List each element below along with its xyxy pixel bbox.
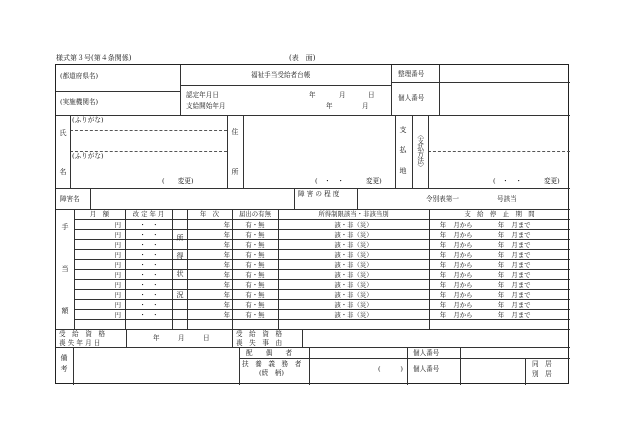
income-year: 年 — [223, 230, 230, 239]
form-title: 福祉手当受給者台帳 — [251, 71, 311, 79]
line — [407, 347, 408, 385]
line — [74, 219, 570, 220]
income-year: 年 — [223, 290, 230, 299]
susp-from-year: 年 — [439, 290, 447, 299]
line — [56, 91, 180, 92]
payment-chi: 地 — [399, 167, 407, 175]
payment-shi: 支 — [399, 126, 407, 134]
susp-from-month: 月から — [453, 240, 473, 249]
kana-label-1: (ふりがな) — [72, 116, 104, 124]
loss-month: 月 — [178, 334, 185, 342]
line — [180, 85, 391, 86]
payment-dots: ( ・ ・ — [493, 177, 529, 185]
kana-label-2: (ふりがな) — [72, 152, 104, 160]
limit-status: 該・非（災） — [334, 300, 373, 309]
loss-label-1: 受 給 資 格 — [59, 330, 106, 338]
spouse-personal-no: 個人番号 — [413, 349, 440, 357]
filed-status: 有・無 — [245, 240, 265, 249]
line — [243, 115, 244, 188]
susp-from-month: 月から — [453, 220, 473, 229]
susp-from-month: 月から — [453, 250, 473, 259]
income-year: 年 — [223, 300, 230, 309]
line — [391, 82, 570, 83]
line — [412, 115, 413, 188]
filed-status: 有・無 — [245, 250, 265, 259]
revision-date: ・ ・ — [139, 240, 159, 249]
limit-status: 該・非（災） — [334, 250, 373, 259]
payment-method — [415, 131, 423, 173]
filed-status: 有・無 — [245, 260, 265, 269]
loss-reason-2: 喪 失 事 由 — [236, 339, 283, 347]
income-year: 年 — [223, 220, 230, 229]
amount-unit: 円 — [114, 250, 121, 259]
line — [428, 151, 570, 152]
limit-status: 該・非（災） — [334, 270, 373, 279]
allowance-side-3: 額 — [61, 307, 69, 315]
cert-year: 年 — [309, 91, 316, 99]
amount-unit: 円 — [114, 290, 121, 299]
susp-to-month: 月まで — [511, 310, 531, 319]
susp-from-year: 年 — [439, 310, 447, 319]
susp-from-year: 年 — [439, 260, 447, 269]
cert-day: 日 — [368, 91, 375, 99]
line — [439, 65, 440, 115]
susp-from-month: 月から — [453, 300, 473, 309]
line — [56, 115, 570, 116]
line — [56, 188, 570, 189]
susp-to-month: 月まで — [511, 240, 531, 249]
remarks-bi: 備 — [60, 354, 68, 362]
line — [227, 115, 228, 188]
allowance-side-1: 手 — [61, 223, 69, 231]
line — [357, 188, 358, 209]
susp-to-year: 年 — [497, 260, 505, 269]
susp-from-month: 月から — [453, 230, 473, 239]
revision-date: ・ ・ — [139, 310, 159, 319]
revision-date: ・ ・ — [139, 220, 159, 229]
line — [74, 239, 570, 240]
income-year: 年 — [223, 310, 230, 319]
susp-to-year: 年 — [497, 280, 505, 289]
susp-to-year: 年 — [497, 240, 505, 249]
revision-date: ・ ・ — [139, 300, 159, 309]
start-year: 年 — [326, 102, 333, 110]
income-year: 年 — [223, 240, 230, 249]
amount-unit: 円 — [114, 270, 121, 279]
header-amount: 月 額 — [89, 210, 110, 218]
personal-no-label: 個人番号 — [398, 94, 425, 102]
name-shi: 氏 — [59, 129, 67, 137]
header-income-year: 年 次 — [199, 210, 220, 218]
limit-status: 該・非（災） — [334, 260, 373, 269]
limit-status: 該・非（災） — [334, 240, 373, 249]
revision-date: ・ ・ — [139, 250, 159, 259]
filed-status: 有・無 — [245, 280, 265, 289]
revision-date: ・ ・ — [139, 290, 159, 299]
name-change: ( 変更) — [162, 177, 194, 185]
susp-from-month: 月から — [453, 310, 473, 319]
address-dots: ( ・ ・ — [315, 177, 351, 185]
susp-from-year: 年 — [439, 280, 447, 289]
line — [429, 209, 430, 329]
line — [239, 347, 240, 385]
line — [239, 358, 570, 359]
susp-to-month: 月まで — [511, 300, 531, 309]
filed-status: 有・無 — [245, 310, 265, 319]
susp-to-year: 年 — [497, 230, 505, 239]
income-year: 年 — [223, 270, 230, 279]
line — [56, 329, 570, 330]
susp-to-month: 月まで — [511, 230, 531, 239]
susp-to-year: 年 — [497, 270, 505, 279]
line — [90, 188, 91, 209]
loss-year: 年 — [153, 334, 160, 342]
allowance-side-2: 当 — [61, 265, 69, 273]
name-mei: 名 — [59, 168, 67, 176]
amount-unit: 円 — [114, 310, 121, 319]
line — [309, 347, 310, 385]
supporter-personal-no: 個人番号 — [413, 365, 440, 373]
line — [74, 269, 570, 270]
line — [56, 347, 570, 348]
income-year: 年 — [223, 250, 230, 259]
line — [74, 299, 570, 300]
susp-from-year: 年 — [439, 220, 447, 229]
limit-status: 該・非（災） — [334, 310, 373, 319]
susp-to-month: 月まで — [511, 280, 531, 289]
line — [74, 289, 570, 290]
loss-label-2: 喪 失 年 月 日 — [59, 339, 101, 347]
susp-from-year: 年 — [439, 270, 447, 279]
line — [232, 329, 233, 347]
address-change: 変更) — [366, 177, 382, 185]
income-side-4: 況 — [176, 291, 184, 299]
revision-date: ・ ・ — [139, 260, 159, 269]
start-month: 月 — [362, 102, 369, 110]
line — [70, 130, 227, 131]
remarks-kou: 考 — [60, 365, 68, 373]
susp-from-month: 月から — [453, 290, 473, 299]
amount-unit: 円 — [114, 280, 121, 289]
income-side-1: 所 — [176, 234, 184, 242]
line — [172, 209, 173, 329]
line — [74, 229, 570, 230]
header-filed: 届出の有無 — [239, 210, 271, 218]
line — [460, 347, 461, 385]
susp-to-month: 月まで — [511, 250, 531, 259]
line — [74, 249, 570, 250]
loss-reason-1: 受 給 資 格 — [236, 330, 283, 338]
management-no-label: 整理番号 — [398, 70, 425, 78]
start-date-label: 支給開始年月 — [186, 102, 226, 110]
loss-day: 日 — [203, 334, 210, 342]
limit-status: 該・非（災） — [334, 290, 373, 299]
relation-paren: ( ) — [378, 365, 403, 373]
amount-unit: 円 — [114, 220, 121, 229]
address-ju: 住 — [231, 128, 239, 136]
susp-to-month: 月まで — [511, 270, 531, 279]
header-limit: 所得制限該当・非該当別 — [318, 210, 389, 218]
susp-to-year: 年 — [497, 300, 505, 309]
line — [294, 188, 295, 209]
susp-to-month: 月まで — [511, 260, 531, 269]
susp-to-year: 年 — [497, 290, 505, 299]
income-year: 年 — [223, 280, 230, 289]
disability-degree-text: 障 害 の 程 度 — [298, 190, 340, 198]
susp-to-year: 年 — [497, 250, 505, 259]
income-year: 年 — [223, 260, 230, 269]
susp-to-month: 月まで — [511, 220, 531, 229]
line — [525, 358, 526, 385]
income-side-2: 得 — [176, 252, 184, 260]
separate-label: 別 居 — [532, 370, 552, 378]
limit-status: 該・非（災） — [334, 280, 373, 289]
line — [74, 309, 570, 310]
revision-date: ・ ・ — [139, 280, 159, 289]
header-suspension: 支 給 停 止 期 間 — [464, 210, 535, 218]
payment-method-text: 〈支払方法〉 — [415, 131, 424, 171]
amount-unit: 円 — [114, 260, 121, 269]
line — [73, 347, 74, 385]
register-form — [55, 64, 569, 384]
address-sho: 所 — [231, 168, 239, 176]
side-label: (表 面) — [289, 54, 316, 62]
susp-from-year: 年 — [439, 230, 447, 239]
cohabit-label: 同 居 — [532, 360, 552, 368]
applicable-no: 号該当 — [497, 195, 517, 203]
revision-date: ・ ・ — [139, 230, 159, 239]
institution-label: (実施機関名) — [60, 98, 99, 106]
line — [180, 65, 181, 115]
susp-to-year: 年 — [497, 220, 505, 229]
line — [126, 329, 127, 347]
header-revision: 改 定 年 月 — [132, 210, 165, 218]
susp-from-month: 月から — [453, 280, 473, 289]
amount-unit: 円 — [114, 240, 121, 249]
amount-unit: 円 — [114, 300, 121, 309]
supporter-relation: (続 柄) — [259, 369, 284, 377]
susp-from-year: 年 — [439, 250, 447, 259]
line — [74, 279, 570, 280]
filed-status: 有・無 — [245, 290, 265, 299]
supporter-label: 扶 養 義 務 者 — [242, 360, 302, 368]
prefecture-label: (都道府県名) — [60, 72, 99, 80]
susp-to-month: 月まで — [511, 290, 531, 299]
payment-change: 変更) — [544, 177, 560, 185]
susp-from-year: 年 — [439, 300, 447, 309]
payment-harai: 払 — [399, 146, 407, 154]
revision-date: ・ ・ — [139, 270, 159, 279]
cert-date-label: 認定年月日 — [186, 91, 219, 99]
disability-label: 障害名 — [60, 195, 80, 203]
susp-from-year: 年 — [439, 240, 447, 249]
line — [74, 209, 75, 329]
line — [391, 65, 392, 115]
line — [302, 329, 303, 347]
line — [74, 259, 570, 260]
susp-from-month: 月から — [453, 260, 473, 269]
order-table: 令別表第一 — [426, 195, 459, 203]
susp-from-month: 月から — [453, 270, 473, 279]
filed-status: 有・無 — [245, 220, 265, 229]
susp-to-year: 年 — [497, 310, 505, 319]
filed-status: 有・無 — [245, 270, 265, 279]
limit-status: 該・非（災） — [334, 230, 373, 239]
amount-unit: 円 — [114, 230, 121, 239]
form-code: 様式第３号(第４条関係) — [56, 54, 132, 62]
filed-status: 有・無 — [245, 230, 265, 239]
income-side-3: 状 — [176, 270, 184, 278]
line — [395, 115, 396, 188]
line — [74, 319, 570, 320]
cert-month: 月 — [339, 91, 346, 99]
spouse-label: 配 偶 者 — [246, 349, 293, 357]
limit-status: 該・非（災） — [334, 220, 373, 229]
line — [70, 115, 71, 188]
disability-degree-label — [298, 190, 354, 198]
filed-status: 有・無 — [245, 300, 265, 309]
line — [428, 115, 429, 188]
